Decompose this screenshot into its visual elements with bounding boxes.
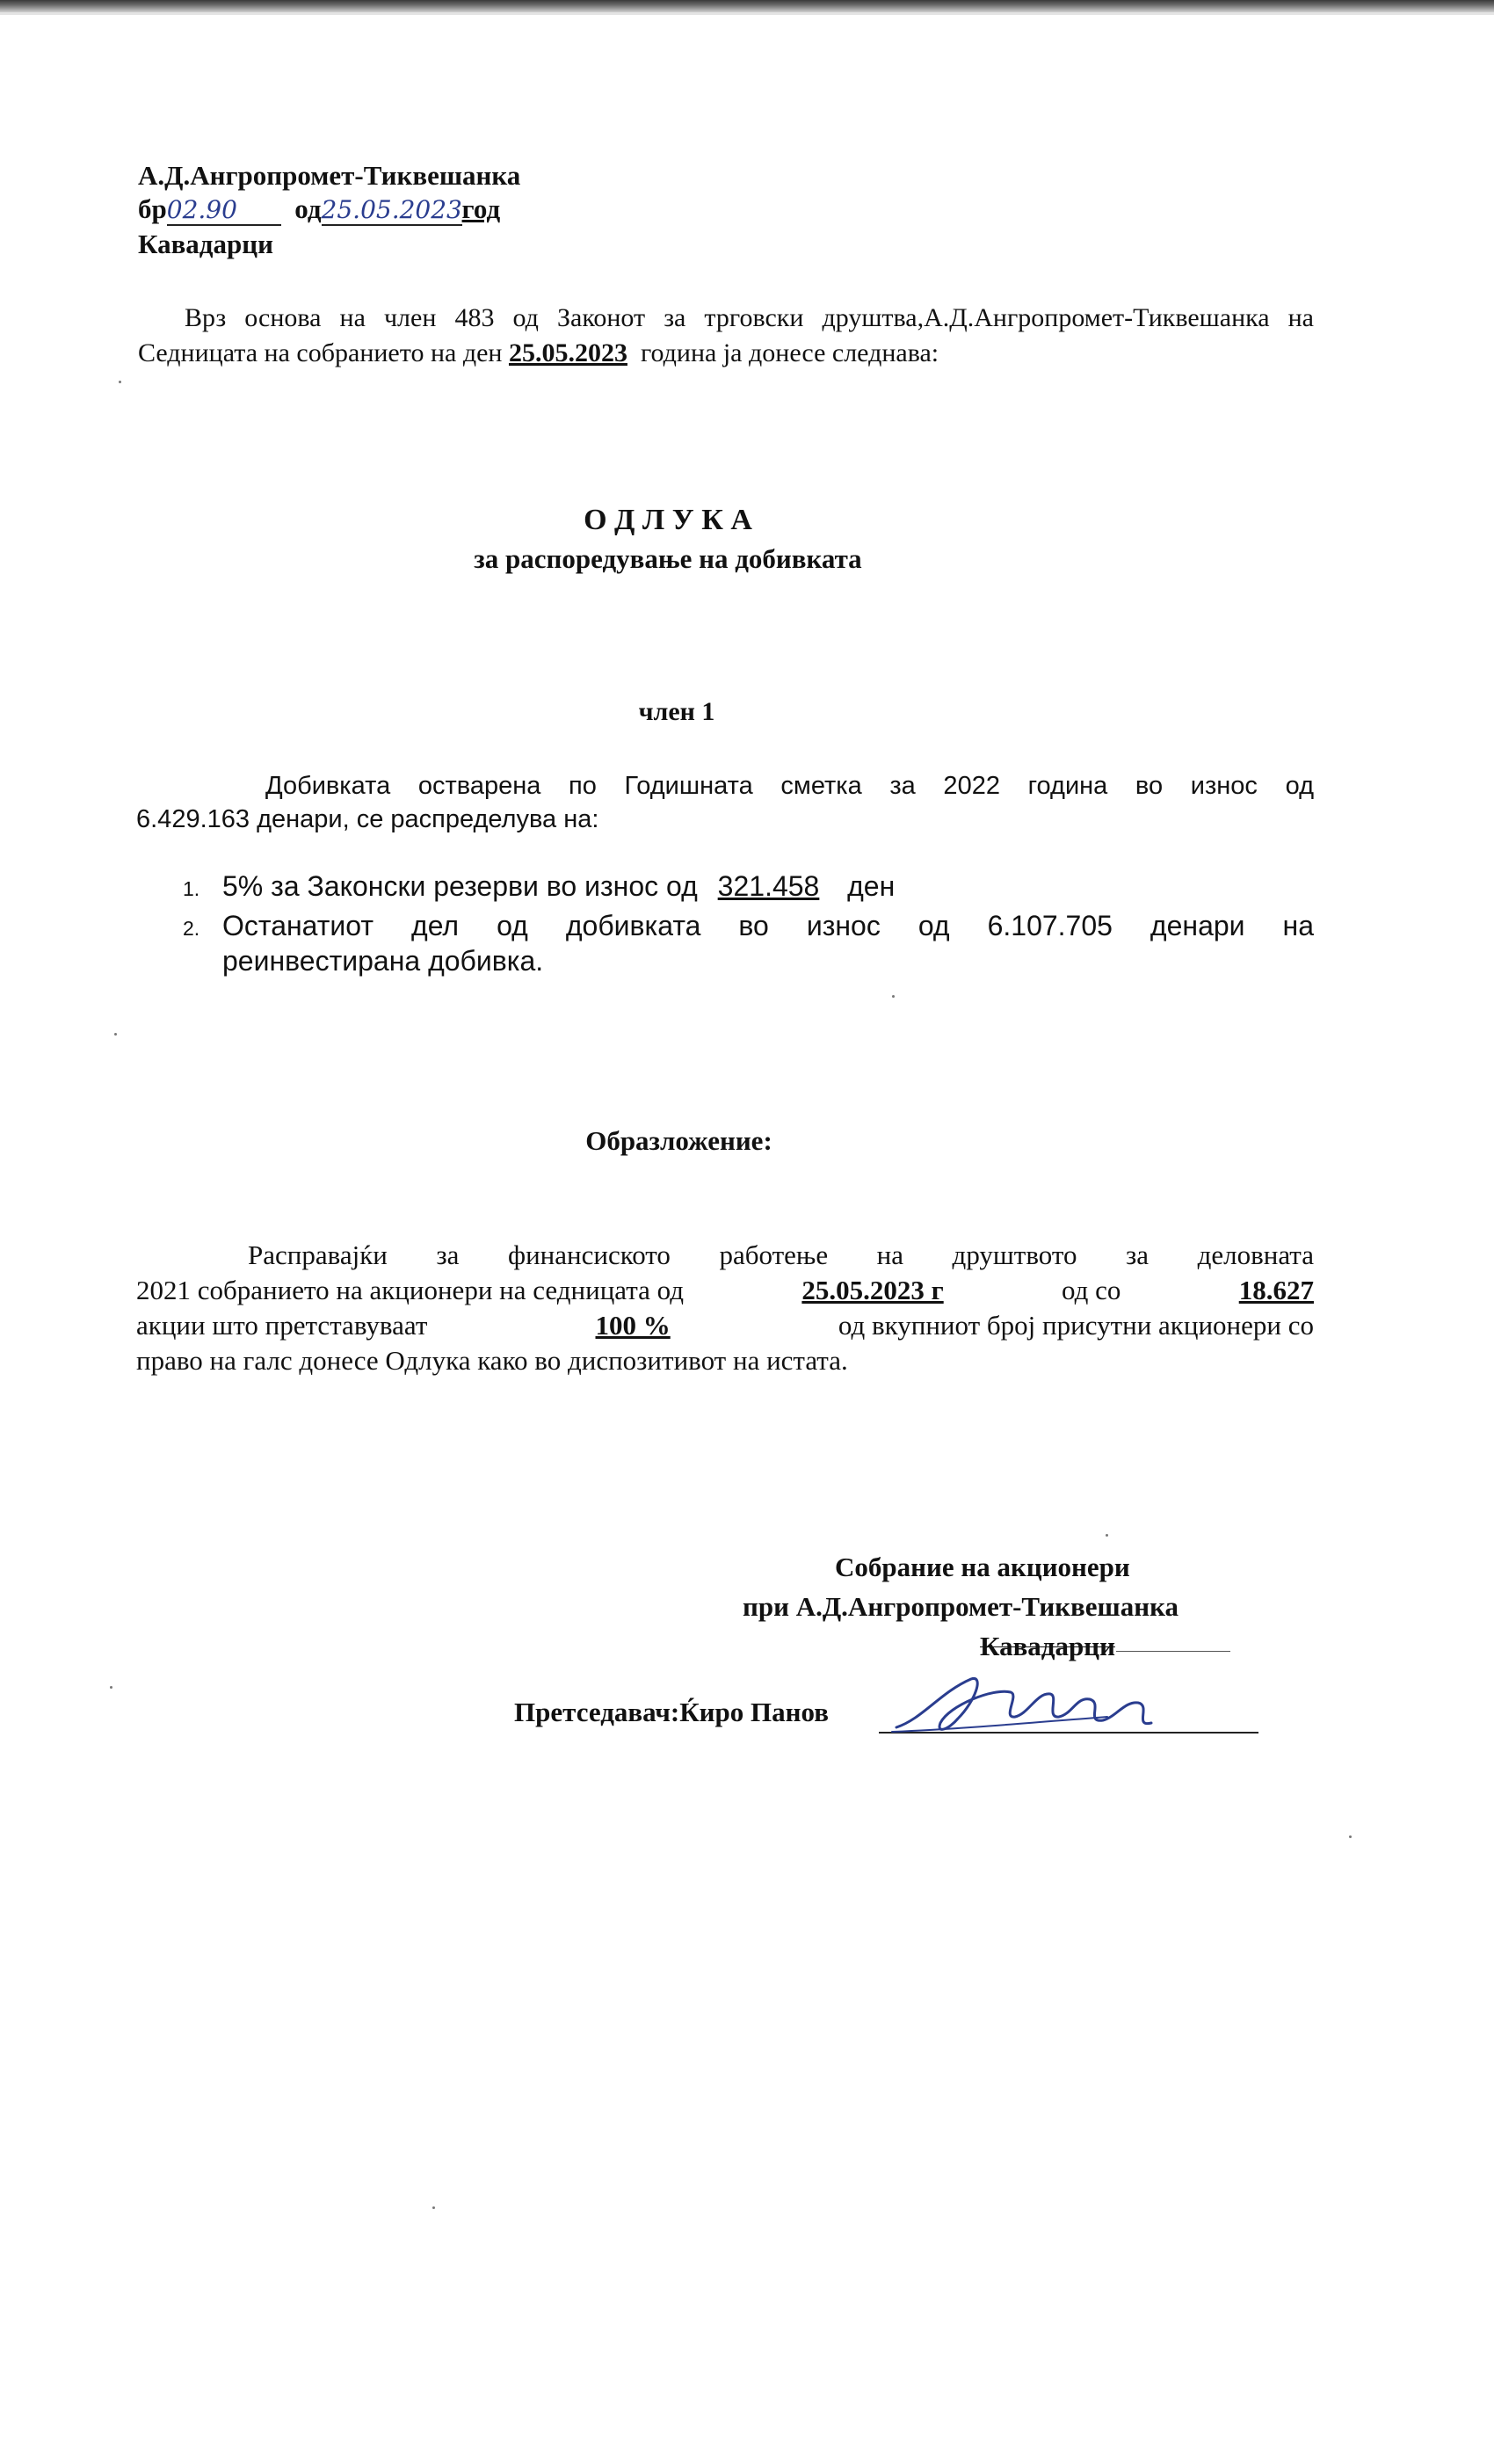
intro-line-2 (138, 338, 939, 368)
shares-count: 18.627 (1238, 1275, 1314, 1305)
explanation-heading: Образложение: (585, 1125, 772, 1156)
list-item-2-line-1: Останатиот дел од добивката во износ од 6.107.705 денари на (222, 910, 1314, 941)
intro-date: 25.05.2023 (508, 338, 627, 367)
scan-speck (1349, 1835, 1352, 1838)
list-item-1-text: 5% за Законски резерви во износ од (222, 870, 698, 902)
explanation-line-3 (136, 1310, 1314, 1341)
chairman-label: Претседавач:Ќиро Панов (514, 1697, 829, 1727)
scan-speck (892, 995, 895, 998)
scan-edge-shadow (0, 12, 1494, 15)
explanation-line-4: право на галс донесе Одлука како во диспозитивот на истата. (136, 1345, 848, 1376)
assembly-city: Кавадарци (980, 1631, 1115, 1661)
ref-prefix: бр (138, 193, 167, 224)
explanation-text-2b: од со (1062, 1275, 1121, 1305)
list-number-2: 2. (183, 917, 200, 940)
explanation-text-3b: од вкупниот број присутни акционери со (838, 1310, 1314, 1341)
shares-percentage: 100 % (595, 1310, 671, 1341)
explanation-text-3a: акции што претставуваат (136, 1310, 428, 1341)
reference-line (138, 193, 500, 226)
decision-title: О Д Л У К А (584, 504, 752, 536)
explanation-line-2 (136, 1275, 1314, 1306)
ref-number-handwritten: 02.90 (167, 195, 281, 226)
scan-speck (110, 1686, 112, 1689)
date-suffix: год (461, 193, 501, 224)
intro-text-a: Седницата на собранието на ден (138, 338, 503, 367)
list-item-1 (222, 870, 895, 903)
article-para-line-2: 6.429.163 денари, се распределува на: (136, 805, 599, 833)
list-item-2-line-2: реинвестирана добивка. (222, 945, 544, 977)
article-heading: член 1 (638, 697, 715, 726)
meeting-date: 25.05.2023 г (801, 1275, 944, 1305)
assembly-label: Собрание на акционери (835, 1552, 1130, 1582)
city-stroke (1116, 1651, 1230, 1652)
assembly-company: при А.Д.Ангропромет-Тиквешанка (743, 1591, 1179, 1622)
list-item-1-unit: ден (847, 870, 896, 902)
date-handwritten: 25.05.2023 (321, 195, 462, 224)
scan-speck (432, 2206, 435, 2209)
article-para-line-1: Добивката остварена по Годишната сметка за 2022 година во износ од (265, 772, 1314, 800)
reserve-amount: 321.458 (717, 870, 820, 902)
chairman-signature (888, 1666, 1169, 1745)
intro-text-b: година ја донесе следнава: (640, 338, 939, 367)
explanation-text-2a: 2021 собранието на акционери на седницата од (136, 1275, 685, 1305)
city-name: Кавадарци (138, 229, 273, 259)
intro-line-1: Врз основа на член 483 од Законот за трговски друштва,А.Д.Ангропромет-Тиквешанка на (185, 303, 1314, 332)
decision-subtitle: за распоредување на добивката (474, 543, 862, 574)
list-number-1: 1. (183, 877, 200, 900)
scan-speck (119, 381, 121, 383)
explanation-line-1: Расправајќи за финансиското работење на друштвото за деловната (248, 1239, 1314, 1270)
date-prefix: од (294, 193, 322, 224)
scan-speck (114, 1033, 117, 1036)
company-name: А.Д.Ангропромет-Тиквешанка (138, 160, 521, 191)
scan-speck (1106, 1534, 1108, 1537)
scan-edge-top (0, 0, 1494, 12)
